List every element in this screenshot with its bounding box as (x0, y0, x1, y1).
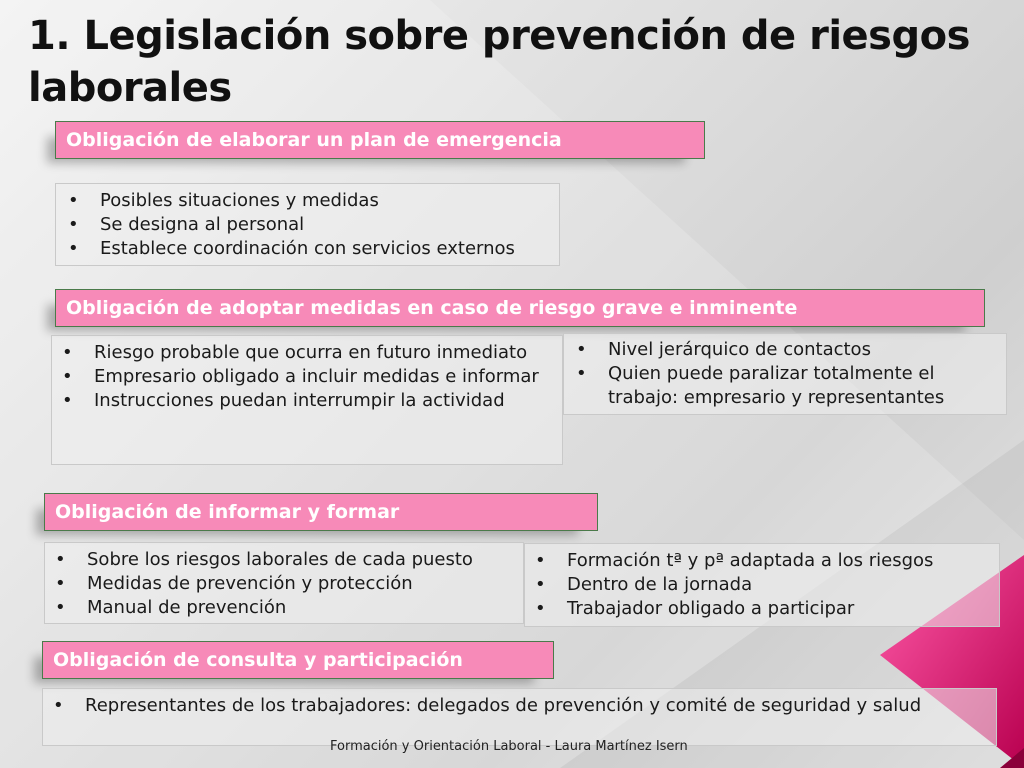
list-item: • Establece coordinación con servicios externos (64, 237, 551, 261)
list-item: • Empresario obligado a incluir medidas e informar (58, 365, 556, 389)
list-item: • Trabajador obligado a participar (531, 597, 993, 621)
list-item: • Dentro de la jornada (531, 573, 993, 597)
list-item: • Medidas de prevención y protección (51, 572, 517, 596)
list-item: • Manual de prevención (51, 596, 517, 620)
box-informar-right (524, 543, 1000, 627)
list-item: • Representantes de los trabajadores: delegados de prevención y comité de seguridad y salud (49, 694, 990, 718)
box-riesgo-grave-left (51, 335, 563, 465)
list-item: • Se designa al personal (64, 213, 551, 237)
page-title: 1. Legislación sobre prevención de riesgos laborales (28, 13, 970, 111)
header-riesgo-grave: Obligación de adoptar medidas en caso de riesgo grave e inminente (55, 289, 985, 327)
header-plan-emergencia: Obligación de elaborar un plan de emergencia (55, 121, 705, 159)
list-item: • Posibles situaciones y medidas (64, 189, 551, 213)
list-item: • Riesgo probable que ocurra en futuro inmediato (58, 341, 556, 365)
list-item: • Quien puede paralizar totalmente el trabajo: empresario y representantes (572, 362, 998, 410)
header-consulta-participacion: Obligación de consulta y participación (42, 641, 554, 679)
list-item: • Instrucciones puedan interrumpir la actividad (58, 389, 556, 413)
box-riesgo-grave-right (563, 333, 1007, 415)
list-item: • Sobre los riesgos laborales de cada puesto (51, 548, 517, 572)
box-plan-emergencia (55, 183, 560, 266)
list-item: • Nivel jerárquico de contactos (572, 338, 998, 362)
footer-credit: Formación y Orientación Laboral - Laura Martínez Isern (330, 739, 688, 754)
box-informar-left (44, 542, 524, 624)
header-informar-formar: Obligación de informar y formar (44, 493, 598, 531)
list-item: • Formación tª y pª adaptada a los riesgos (531, 549, 993, 573)
